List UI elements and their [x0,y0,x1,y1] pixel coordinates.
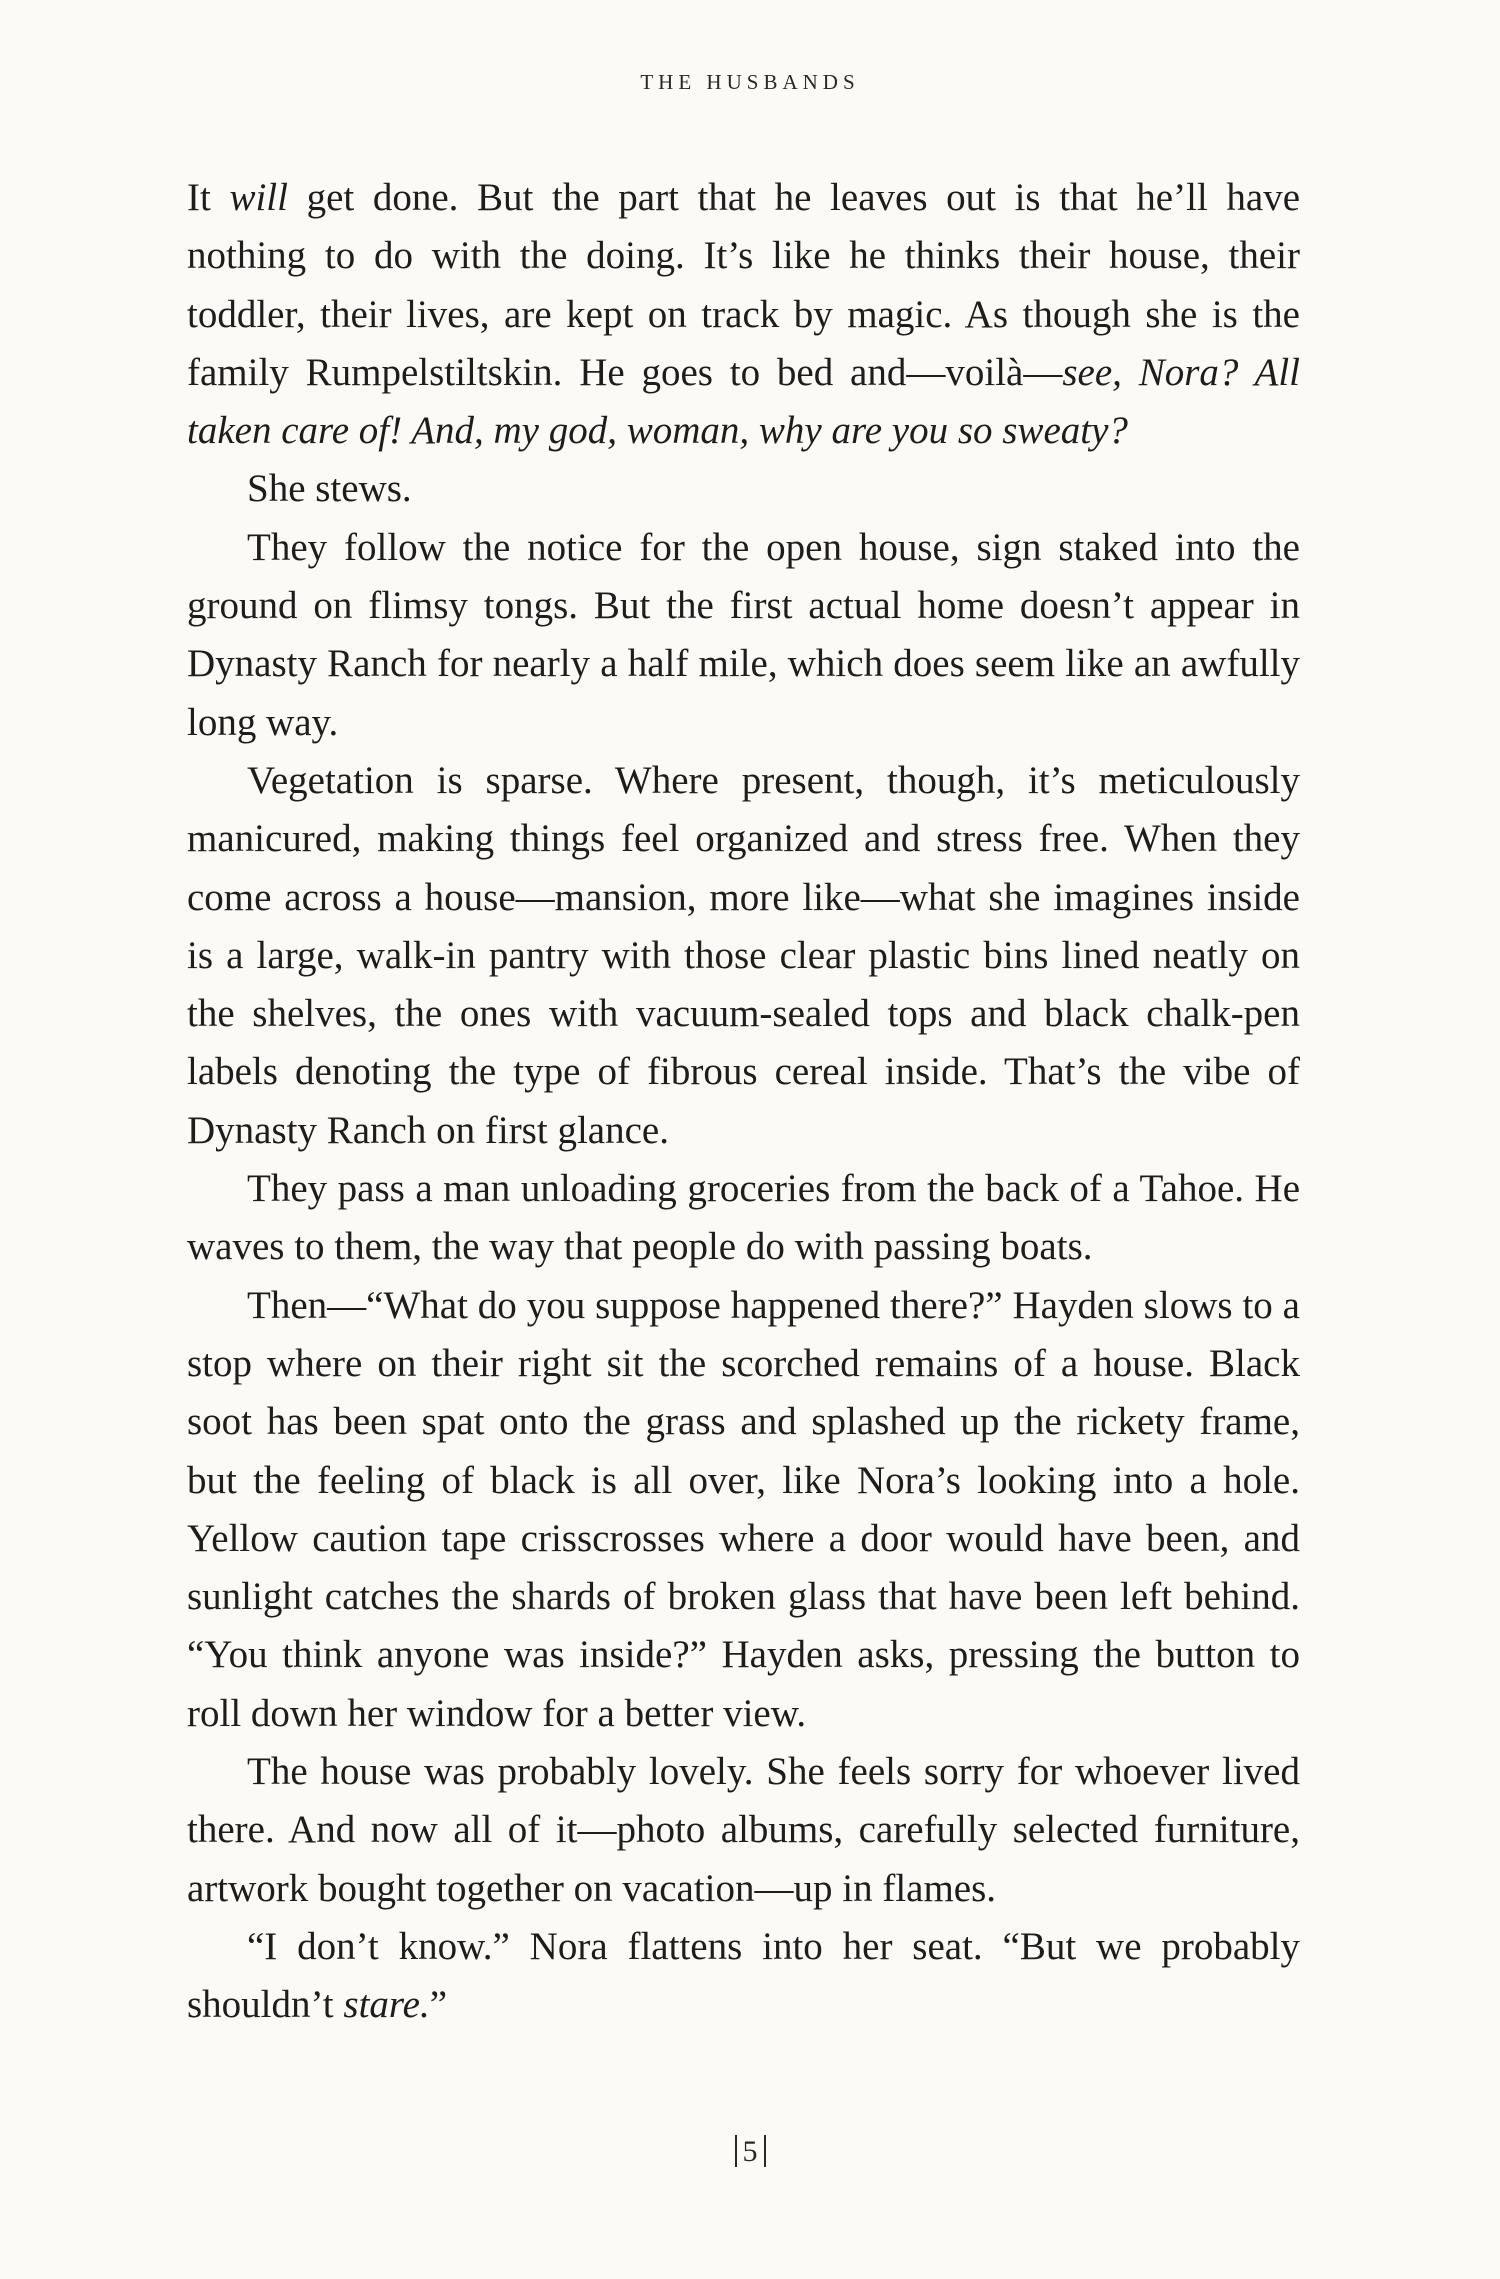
page-number-value: 5 [742,2135,758,2168]
italic-run: stare. [343,1983,430,2027]
text-run: She stews. [247,467,412,511]
paragraph [187,1160,1300,1277]
folio-bar-right [764,2135,766,2167]
text-run: Vegetation is sparse. Where present, though, it’s meticulously manicured, making things feel organized and stress free. When they come across a house—mansion, more like—what she imagines inside is a large, walk-in pantry with those clear plastic bins lined neatly on the shelves, the ones with vacuum-sealed tops and black chalk-pen labels denoting the type of fibrous cereal inside. That’s the vibe of Dynasty Ranch on first glance. [187,758,1300,1152]
text-run: They pass a man unloading groceries from the back of a Tahoe. He waves to them, the way that people do with passing boats. [187,1167,1300,1269]
text-run: They follow the notice for the open house, sign staked into the ground on flimsy tongs. But the first actual home doesn’t appear in Dynasty Ranch for nearly a half mile, which does seem like an awfully long way. [187,525,1300,744]
page-number [0,2135,1500,2169]
paragraph [187,460,1300,518]
folio-bar-left [735,2135,737,2167]
paragraph [187,752,1300,1160]
paragraph [187,519,1300,752]
italic-run: see, Nora? All taken care of! And, my god, woman, why are you so sweaty? [187,350,1300,453]
text-run: Then—“What do you suppose happened there?” Hayden slows to a stop where on their right sit the scorched remains of a house. Black soot has been spat onto the grass and splashed up the rickety frame, but the feeling of black is all over, like Nora’s looking into a hole. Yellow caution tape crisscrosses where a door would have been, and sunlight catches the shards of broken glass that have been left behind. “You think anyone was inside?” Hayden asks, pressing the button to roll down her window for a better view. [187,1283,1300,1735]
text-run: The house was probably lovely. She feels sorry for whoever lived there. And now all of it—photo albums, carefully selected furniture, artwork bought together on vacation—up in flames. [187,1750,1300,1910]
body-text [187,169,1300,2035]
paragraph [187,1277,1300,1743]
paragraph [187,1918,1300,2035]
paragraph [187,1743,1300,1918]
italic-run: will [229,176,288,219]
text-run: It [187,176,230,219]
paragraph [187,169,1300,460]
text-run: ” [429,1983,448,2027]
text-run: get done. But the part that he leaves out is that he’ll have nothing to do with the doing. It’s like he thinks their house, their toddler, their lives, are kept on track by magic. As though she is the family Rumpelstiltskin. He goes to bed and—voilà— [187,176,1301,394]
text-run: “I don’t know.” Nora flattens into her seat. “But we probably shouldn’t [187,1924,1300,2027]
running-head: THE HUSBANDS [640,70,860,94]
